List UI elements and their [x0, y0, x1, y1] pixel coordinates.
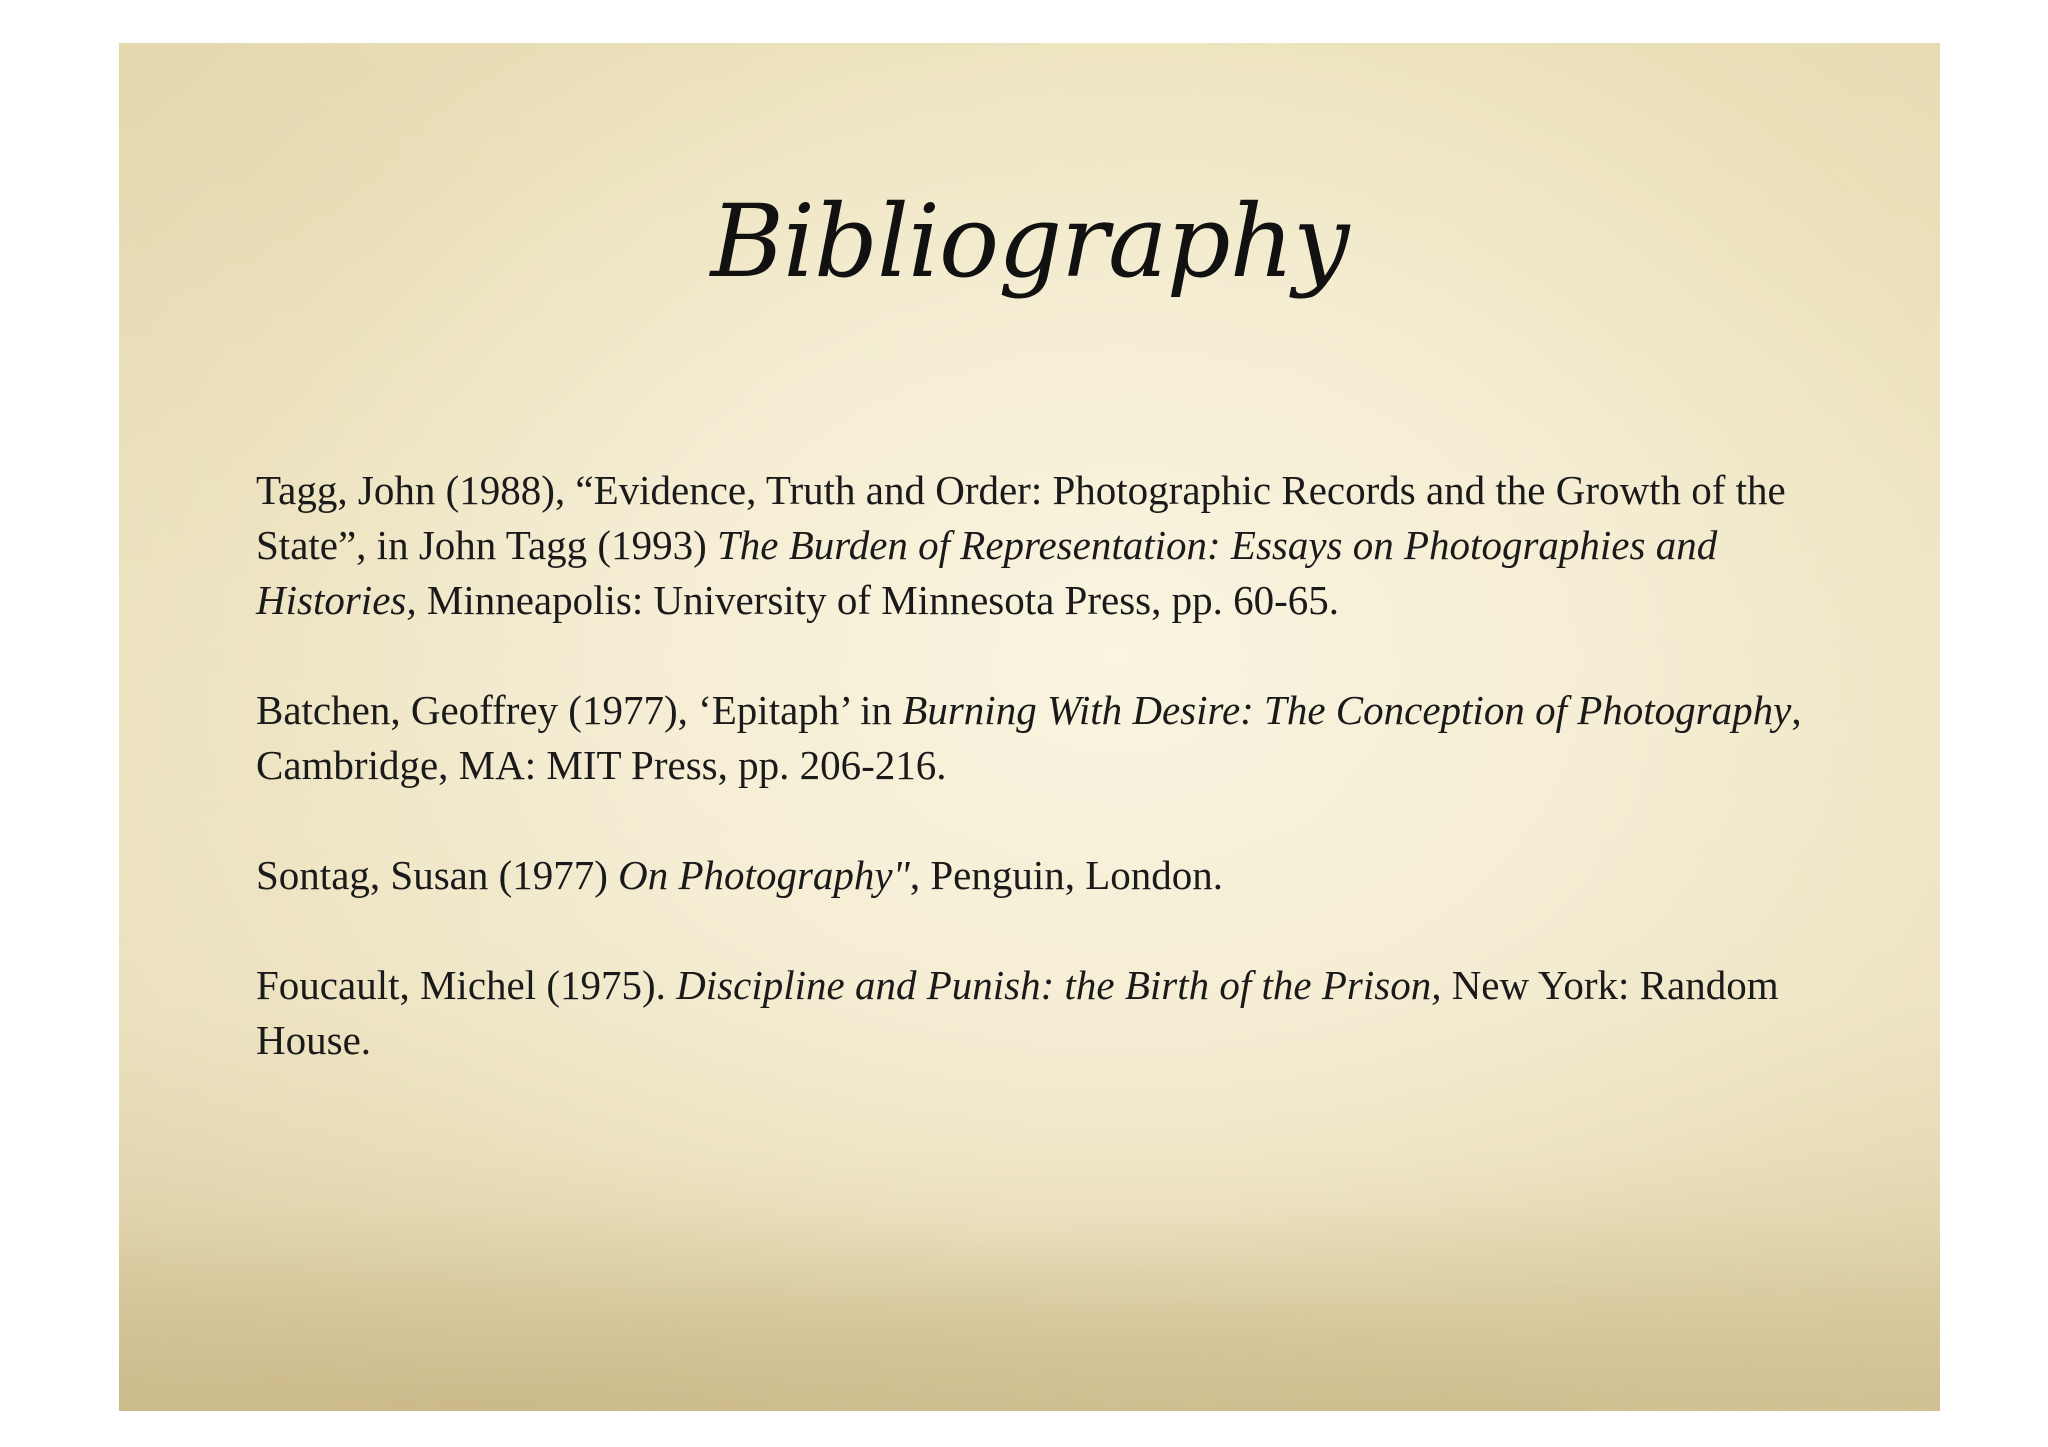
reference-text: Foucault, Michel (1975). — [256, 962, 677, 1008]
reference-text: New York: Random House. — [256, 962, 1779, 1063]
reference-item-foucault — [256, 958, 1816, 1068]
reference-title-italic: Burning With Desire: The Conception of Photography — [902, 687, 1792, 733]
reference-item-tagg — [256, 463, 1816, 628]
reference-text: Batchen, Geoffrey (1977), ‘Epitaph’ in — [256, 687, 903, 733]
reference-text: , Penguin, London. — [909, 852, 1224, 898]
reference-item-batchen — [256, 683, 1816, 793]
reference-text: , Cambridge, MA: MIT Press, pp. 206-216. — [256, 687, 1802, 788]
reference-item-sontag — [256, 848, 1816, 903]
reference-title-italic: The Burden of Representation: Essays on Photographies and Histories, — [256, 522, 1718, 623]
slide-title: Bibliography — [710, 183, 1349, 300]
reference-text: Sontag, Susan (1977) — [256, 852, 619, 898]
reference-text: Minneapolis: University of Minnesota Press, pp. 60-65. — [416, 577, 1340, 623]
reference-title-italic: Discipline and Punish: the Birth of the Prison, — [676, 962, 1442, 1008]
reference-text: Tagg, John (1988), “Evidence, Truth and Order: Photographic Records and the Growth of the State”, in John Tagg (1993) — [256, 467, 1786, 568]
reference-list — [256, 463, 1816, 1123]
slide — [119, 43, 1940, 1411]
reference-title-italic: On Photography" — [618, 852, 910, 898]
